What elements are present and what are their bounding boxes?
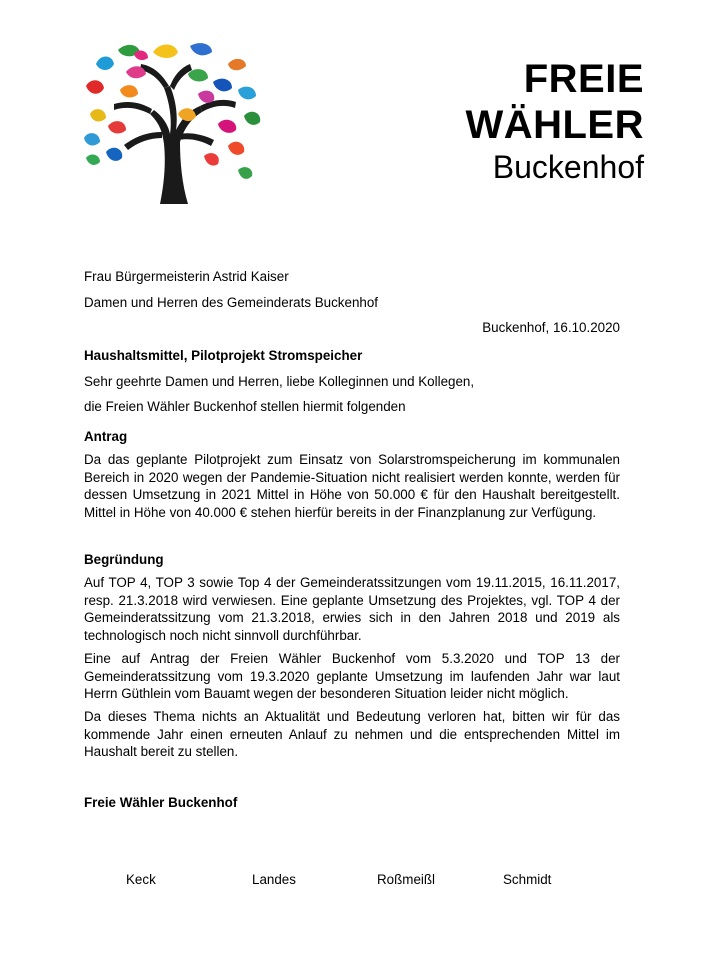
begruendung-heading: Begründung — [84, 552, 164, 567]
begruendung-paragraph-1: Auf TOP 4, TOP 3 sowie Top 4 der Gemeinderatssitzungen vom 19.11.2015, 16.11.2017, resp. 21.3.2018 wird verwiesen. Eine geplante Umsetzung des Projektes, vgl. TOP 4 der Gemeinderatssitzung vom 21.3.2018, erwies sich in den Jahren 2018 und 2019 als technologisch noch nicht sinnvoll durchführbar. — [84, 575, 620, 643]
signature-keck: Keck — [126, 872, 156, 887]
recipient-line-2: Damen und Herren des Gemeinderats Buckenhof — [84, 295, 379, 310]
salutation: Sehr geehrte Damen und Herren, liebe Kolleginnen und Kollegen, — [84, 374, 475, 389]
signature-rossmeissl: Roßmeißl — [377, 872, 436, 887]
letter-date: Buckenhof, 16.10.2020 — [482, 320, 620, 335]
begruendung-paragraph-2: Eine auf Antrag der Freien Wähler Buckenhof vom 5.3.2020 und TOP 13 der Gemeinderatssitzung vom 19.3.2020 geplante Umsetzung im laufenden Jahr war laut Herrn Güthlein vom Bauamt wegen der besonderen Situation leider nicht möglich. — [84, 651, 620, 701]
tree-logo — [78, 34, 268, 204]
closing-signature-group: Freie Wähler Buckenhof — [84, 795, 238, 810]
wordmark-freie: FREIE — [523, 57, 644, 101]
antrag-body: Da das geplante Pilotprojekt zum Einsatz von Solarstromspeicherung im kommunalen Bereich in 2020 wegen der Pandemie-Situation nicht realisiert werden konnte, werden für dessen Umsetzung in 2021 Mittel in Höhe von 50.000 € für den Haushalt bereitgestellt. Mittel in Höhe von 40.000 € stehen hierfür bereits in der Finanzplanung zur Verfügung. — [84, 452, 620, 520]
signature-landes: Landes — [252, 872, 296, 887]
begruendung-paragraph-3: Da dieses Thema nichts an Aktualität und Bedeutung verloren hat, bitten wir für das kommende Jahr einen erneuten Anlauf zu nehmen und die entsprechenden Mittel im Haushalt bereit zu stellen. — [84, 709, 620, 759]
antrag-heading: Antrag — [84, 429, 128, 444]
recipient-line-1: Frau Bürgermeisterin Astrid Kaiser — [84, 269, 289, 284]
wordmark — [465, 56, 644, 186]
wordmark-buckenhof: Buckenhof — [492, 149, 644, 185]
intro-line: die Freien Wähler Buckenhof stellen hiermit folgenden — [84, 399, 406, 414]
letter-subject: Haushaltsmittel, Pilotprojekt Stromspeicher — [84, 348, 363, 363]
wordmark-waehler: WÄHLER — [465, 103, 644, 147]
signature-schmidt: Schmidt — [503, 872, 552, 887]
